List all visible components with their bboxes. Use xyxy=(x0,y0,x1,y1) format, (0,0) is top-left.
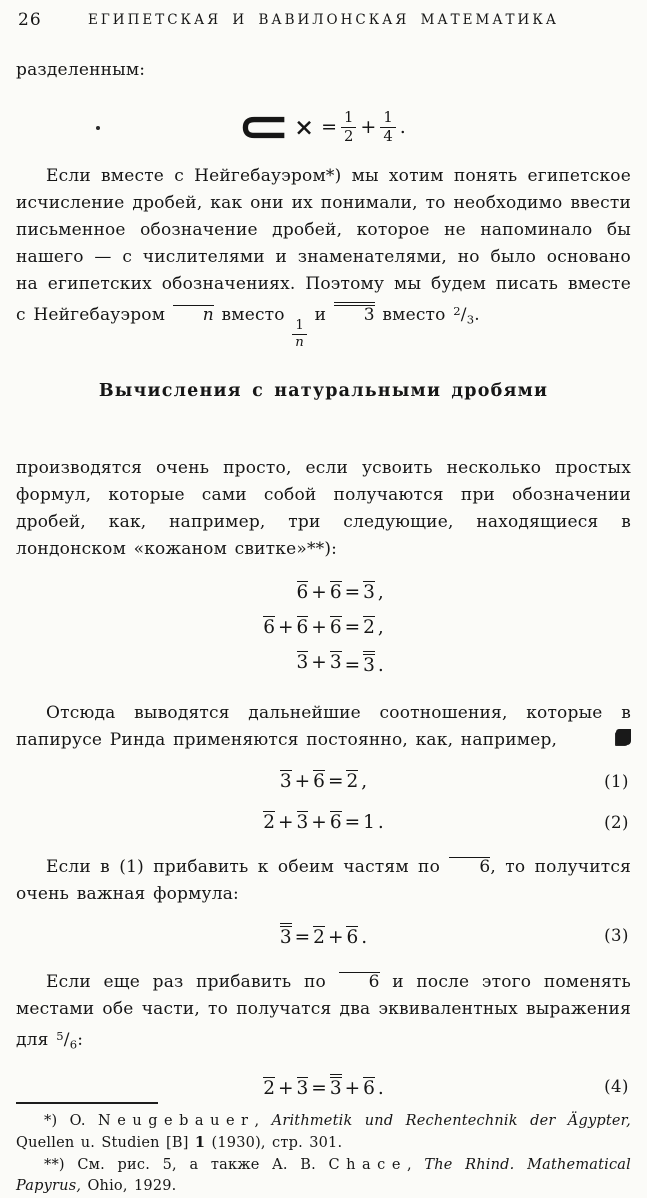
equation-number: (4) xyxy=(604,1076,629,1096)
equation-body: 2 + 3 + 6 = 1 . xyxy=(263,812,384,833)
equation-lhs: 6 + 6 xyxy=(296,582,342,603)
paragraph-leather-roll: производятся очень просто, если усвоить несколько простых формул, которые сами собой получаются при обозначении дробей, как, например, три следующие, находящиеся в лондонском «кожаном свитке»**): xyxy=(16,458,631,559)
equation-4 xyxy=(16,1074,631,1102)
equation-number: (2) xyxy=(604,813,629,832)
footnote-2: **) См. рис. 5, а также A. B. Chace, The Rhind. Mathematical Papyrus, Ohio, 1929. xyxy=(16,1156,638,1195)
egyptian-r-hieroglyph-icon xyxy=(241,116,287,139)
page-number: 26 xyxy=(18,10,42,30)
equation-body: 3 + 6 = 2 , xyxy=(279,771,368,792)
equation-number: (3) xyxy=(604,926,629,945)
equation-2 xyxy=(16,810,631,836)
equation-3 xyxy=(16,923,631,951)
equation-1 xyxy=(16,769,631,795)
footnotes xyxy=(16,1102,638,1198)
ink-speck xyxy=(96,126,100,130)
paragraph-rhind-papyrus: Отсюда выводятся дальнейшие соотношения, которые в папирусе Ринда применяются постоянно, как, например, xyxy=(16,703,631,750)
paragraph-add-six: Если в (1) прибавить к обеим частям по 6, то получится очень важная формула: xyxy=(16,857,639,904)
equation-hieroglyph: × = $\frac{1}{2}$ + $\frac{1}{4}$ . xyxy=(16,104,631,149)
section-heading: Вычисления с натуральными дробями xyxy=(98,381,549,401)
paragraph-five-sixths: Если еще раз прибавить по 6 и после этого поменять местами обе части, то получатся два эквивалентных выражения для $^5/_6$: xyxy=(16,972,639,1052)
paragraph-neugebauer-notation: Если вместе с Нейгебауэром*) мы хотим понять египетское исчисление дробей, как они их понимали, то необходимо ввести письменное обозначение дробей, которое не напоминало бы нашего — с числителями и знаменателями, но было основано на египетских обозначениях. Поэтому мы будем писать вместе с Нейгебауэром n вместо $\frac{1}{n}$ и 3 вместо $^2/_3$. xyxy=(16,166,639,351)
equation-rhs: = 3 , xyxy=(344,582,384,603)
equation-body: 2 + 3 = 3 + 6 . xyxy=(262,1078,386,1099)
ink-blot xyxy=(616,729,631,745)
running-title: ЕГИПЕТСКАЯ И ВАВИЛОНСКАЯ МАТЕМАТИКА xyxy=(88,12,559,28)
equation-lhs: 6 + 6 + 6 xyxy=(263,617,342,638)
equation-rhs: = 2 , xyxy=(344,617,384,638)
equation-group-leather-roll xyxy=(16,581,631,678)
equation-lhs: 3 + 3 xyxy=(296,652,342,673)
running-header xyxy=(16,8,631,32)
equation-body: 3 = 2 + 6 . xyxy=(278,927,368,948)
paragraph-divided: разделенным: xyxy=(16,60,146,80)
equation-number: (1) xyxy=(604,772,629,791)
footnote-rule xyxy=(16,1102,158,1104)
equation-rhs: = 3 . xyxy=(343,651,385,678)
footnote-1: *) O. Neugebauer, Arithmetik und Rechentechnik der Ägypter, Quellen u. Studien [B] 1 (1930), стр. 301. xyxy=(16,1112,638,1152)
